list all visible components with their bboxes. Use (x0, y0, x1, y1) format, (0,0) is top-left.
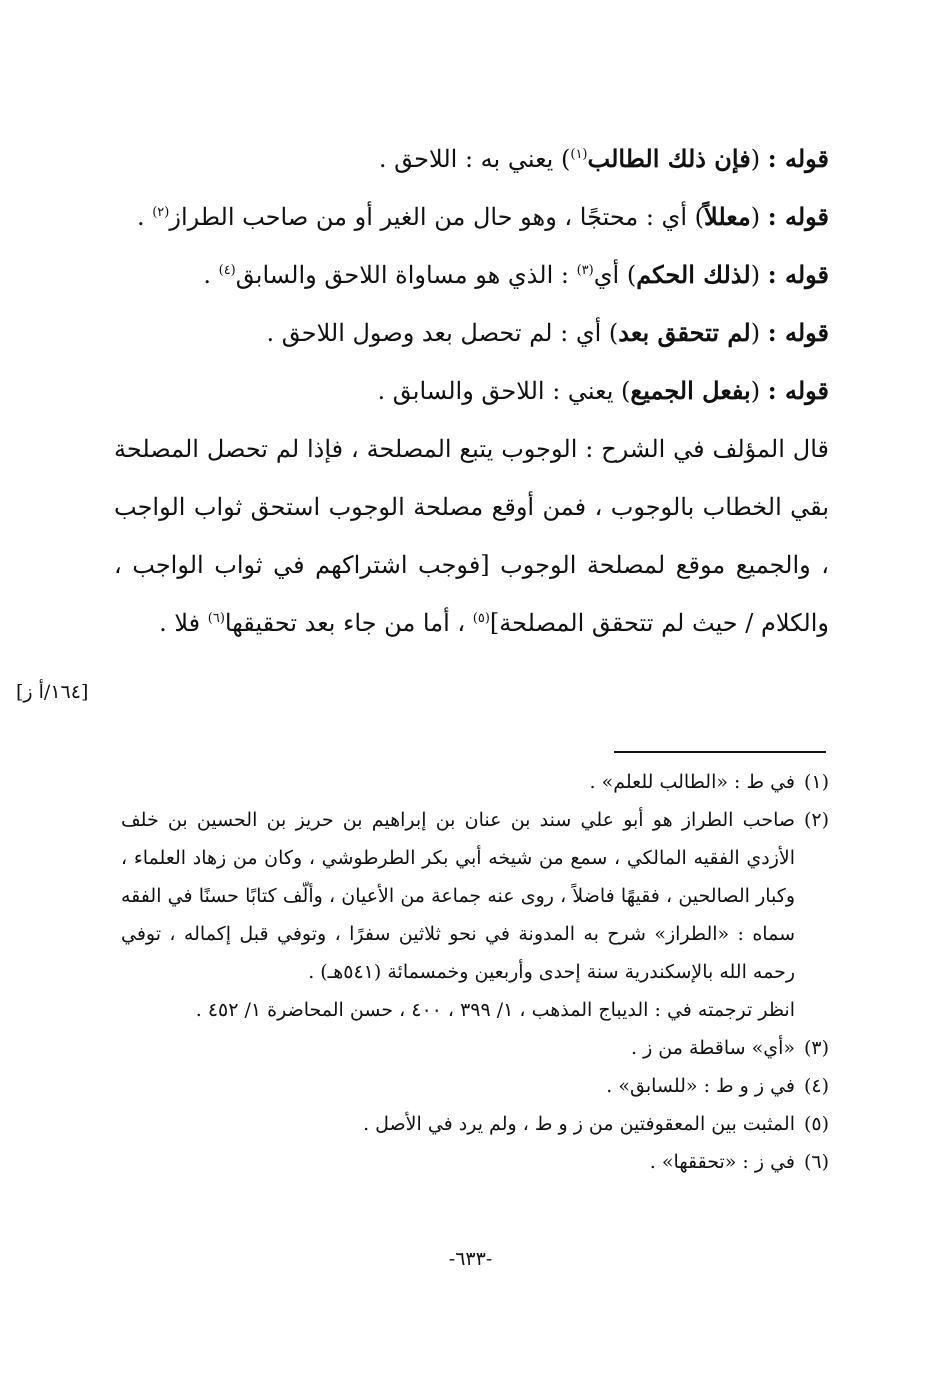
footnote-separator (614, 751, 826, 753)
footnote (121, 763, 829, 801)
quote-close: ) (694, 203, 705, 231)
footnote-number: (٦) (803, 1151, 829, 1173)
quote-close: ) (608, 319, 619, 347)
main-text (114, 130, 829, 652)
paragraph-1 (114, 130, 829, 188)
footnote-number: (١) (803, 771, 829, 793)
paragraph-text: أي : لم تحصل بعد وصول اللاحق . (266, 319, 602, 347)
paragraph-2 (114, 188, 829, 246)
footnote-ref[interactable]: (٥) (472, 611, 490, 626)
footnote (121, 1143, 829, 1181)
footnote-body (121, 1029, 795, 1067)
footnote-number: (٢) (803, 809, 829, 831)
paragraph-tail: . (136, 203, 145, 231)
footnote-text: صاحب الطراز هو أبو علي سند بن عنان بن إبراهيم بن حريز بن الحسين بن خلف الأزدي الفقيه المالكي ، سمع من شيخه أبي بكر الطرطوشي ، وكان من زهاد العلماء ، وكبار الصالحين ، فقيهًا فاضلاً ، روى عنه جماعة من الأعيان ، وألّف كتابًا حسنًا في الفقه سماه : «الطراز» شرح به المدونة في نحو ثلاثين سفرًا ، وتوفي قبل إكماله ، توفي رحمه الله بالإسكندرية سنة إحدى وأربعين وخمسمائة (٥٤١هـ) . (121, 809, 795, 983)
footnote-body (121, 801, 795, 1029)
quote-open: ( (750, 145, 761, 173)
paragraph-text: ، أما من جاء بعد تحقيقها (224, 609, 466, 637)
paragraph-6 (114, 420, 829, 652)
footnote-body (121, 1105, 795, 1143)
footnote-ref[interactable]: (١) (570, 147, 588, 162)
paragraph-text: يعني به : اللاحق . (378, 145, 554, 173)
paragraph-text: أي : محتجًا ، وهو حال من الغير أو من صاحب الطراز (169, 203, 687, 231)
quote-open: ( (750, 377, 761, 405)
paragraph-label: قوله : (767, 260, 829, 289)
footnote-body (121, 1143, 795, 1181)
paragraph-3 (114, 246, 829, 304)
paragraph-label: قوله : (767, 144, 829, 173)
quote-open: ( (750, 203, 761, 231)
paragraph-text: : الذي هو مساواة اللاحق والسابق (235, 261, 569, 289)
quote-open: ( (750, 261, 761, 289)
footnote (121, 1029, 829, 1067)
quote-close: ) (560, 145, 571, 173)
footnote-ref[interactable]: (٣) (576, 263, 594, 278)
footnotes (121, 763, 829, 1181)
manuscript-folio-note: [١٦٤/أ ز] (16, 681, 89, 703)
paragraph-label: قوله : (767, 376, 829, 405)
quote-close: ) (626, 261, 637, 289)
footnote-text: انظر ترجمته في : الديباج المذهب ، ١/ ٣٩٩ ، ٤٠٠ ، حسن المحاضرة ١/ ٤٥٢ . (195, 999, 795, 1021)
paragraph-5 (114, 362, 829, 420)
footnote-number: (٤) (803, 1075, 829, 1097)
footnote-text: المثبت بين المعقوفتين من ز و ط ، ولم يرد في الأصل . (363, 1113, 795, 1135)
paragraph-text: أي (593, 261, 620, 289)
footnote-ref[interactable]: (٤) (218, 263, 236, 278)
footnote (121, 801, 829, 1029)
footnote-number: (٥) (803, 1113, 829, 1135)
quote-close: ) (621, 377, 631, 405)
quoted-phrase: لذلك الحكم (636, 260, 751, 289)
quoted-phrase: معللاً (704, 202, 751, 231)
footnote (121, 1105, 829, 1143)
quote-open: ( (750, 319, 761, 347)
footnote-text: في ط : «الطالب للعلم» . (589, 771, 795, 793)
footnote-number: (٣) (803, 1037, 829, 1059)
paragraph-label: قوله : (767, 318, 829, 347)
page-number: -٦٣٣- (448, 1248, 493, 1270)
quoted-phrase: لم تتحقق بعد (618, 318, 751, 347)
quoted-phrase: فإن ذلك الطالب (587, 144, 751, 173)
quoted-phrase: بفعل الجميع (630, 376, 751, 405)
footnote-body (121, 1067, 795, 1105)
paragraph-4 (114, 304, 829, 362)
paragraph-text: يعني : اللاحق والسابق . (377, 377, 614, 405)
footnote-text: «أي» ساقطة من ز . (631, 1037, 795, 1059)
paragraph-text: قال المؤلف في الشرح : الوجوب يتبع المصلحة ، فإذا لم تحصل المصلحة بقي الخطاب بالوجوب ، فمن أوقع مصلحة الوجوب استحق ثواب الواجب ، والجميع موقع لمصلحة الوجوب [فوجب اشتراكهم في ثواب الواجب ، والكلام / حيث لم تتحقق المصلحة] (114, 435, 829, 637)
paragraph-label: قوله : (767, 202, 829, 231)
paragraph-text: فلا . (159, 609, 201, 637)
footnote-ref[interactable]: (٢) (152, 205, 170, 220)
footnote-ref[interactable]: (٦) (207, 611, 225, 626)
footnote (121, 1067, 829, 1105)
footnote-text: في ز و ط : «للسابق» . (606, 1075, 795, 1097)
footnote-text: في ز : «تحققها» . (649, 1151, 795, 1173)
footnote-body (121, 763, 795, 801)
paragraph-tail: . (203, 261, 211, 289)
